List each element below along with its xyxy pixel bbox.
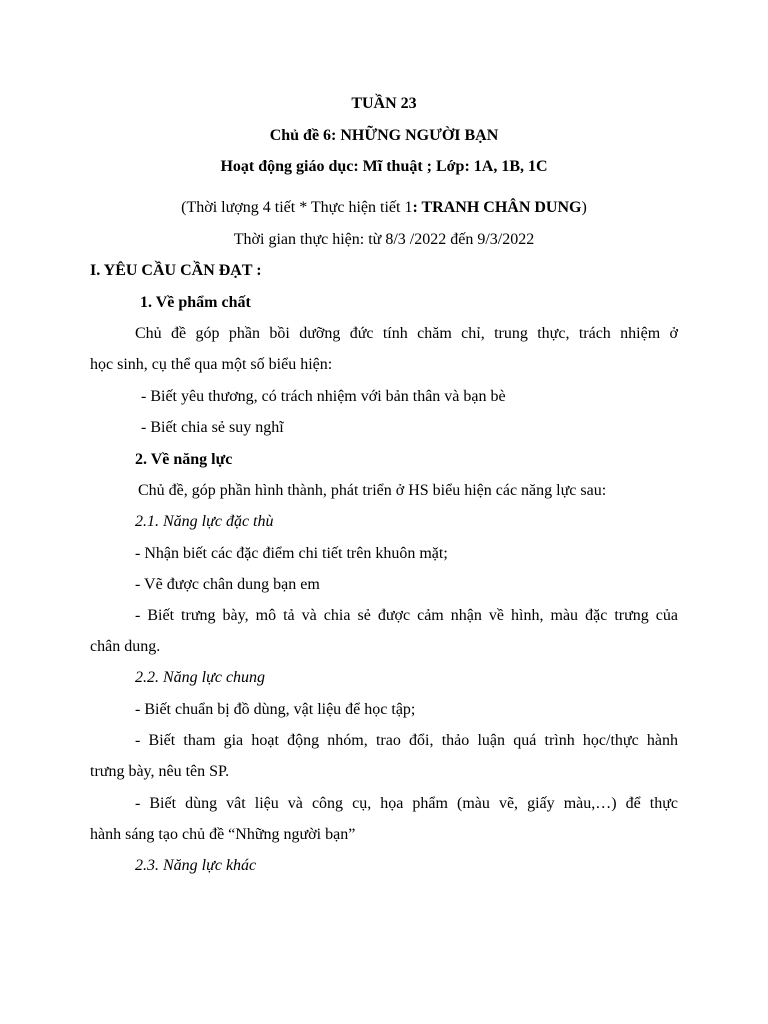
specific-item-continuation: chân dung. [90,638,161,655]
specific-item: - Biết trưng bày, mô tả và chia sẻ được cảm nhận về hình, màu đặc trưng của [135,607,678,624]
specific-competence-heading: 2.1. Năng lực đặc thù [135,513,274,530]
duration-prefix: (Thời lượng 4 tiết * Thực hiện tiết 1 [181,199,413,216]
schedule-line: Thời gian thực hiện: từ 8/3 /2022 đến 9/3/2022 [233,231,535,248]
general-item-continuation: hành sáng tạo chủ đề “Những người bạn” [90,826,356,843]
quality-item: - Biết yêu thương, có trách nhiệm với bản thân và bạn bè [141,388,506,405]
competence-intro: Chủ đề, góp phần hình thành, phát triển ở HS biểu hiện các năng lực sau: [138,482,607,499]
general-item: - Biết chuẩn bị đồ dùng, vật liệu để học tập; [135,701,416,718]
specific-item: - Vẽ được chân dung bạn em [135,576,320,593]
specific-item: - Nhận biết các đặc điểm chi tiết trên khuôn mặt; [135,545,448,562]
duration-lesson-name: : TRANH CHÂN DUNG [412,199,582,216]
general-item: - Biết tham gia hoạt động nhóm, trao đổi, thảo luận quá trình học/thực hành [135,732,678,749]
general-item-continuation: trưng bày, nêu tên SP. [90,763,230,780]
topic-title: Chủ đề 6: NHỮNG NGƯỜI BẠN [269,127,499,144]
duration-suffix: ) [581,199,587,216]
quality-item: - Biết chia sẻ suy nghĩ [141,419,284,436]
other-competence-heading: 2.3. Năng lực khác [135,857,257,874]
general-competence-heading: 2.2. Năng lực chung [135,669,266,686]
general-item: - Biết dùng vât liệu và công cụ, họa phẩm (màu vẽ, giấy màu,…) để thực [135,795,678,812]
quality-intro-line-2: học sinh, cụ thể qua một số biểu hiện: [90,356,333,373]
activity-title: Hoạt động giáo dục: Mĩ thuật ; Lớp: 1A, 1B, 1C [220,158,548,175]
week-title: TUẦN 23 [351,95,417,112]
quality-heading: 1. Về phẩm chất [140,294,251,311]
competence-heading: 2. Về năng lực [135,451,233,468]
duration-line [0,198,768,218]
section-heading: I. YÊU CẦU CẦN ĐẠT : [90,262,262,279]
quality-intro-line-1: Chủ đề góp phần bồi dưỡng đức tính chăm chỉ, trung thực, trách nhiệm ở [135,325,678,342]
